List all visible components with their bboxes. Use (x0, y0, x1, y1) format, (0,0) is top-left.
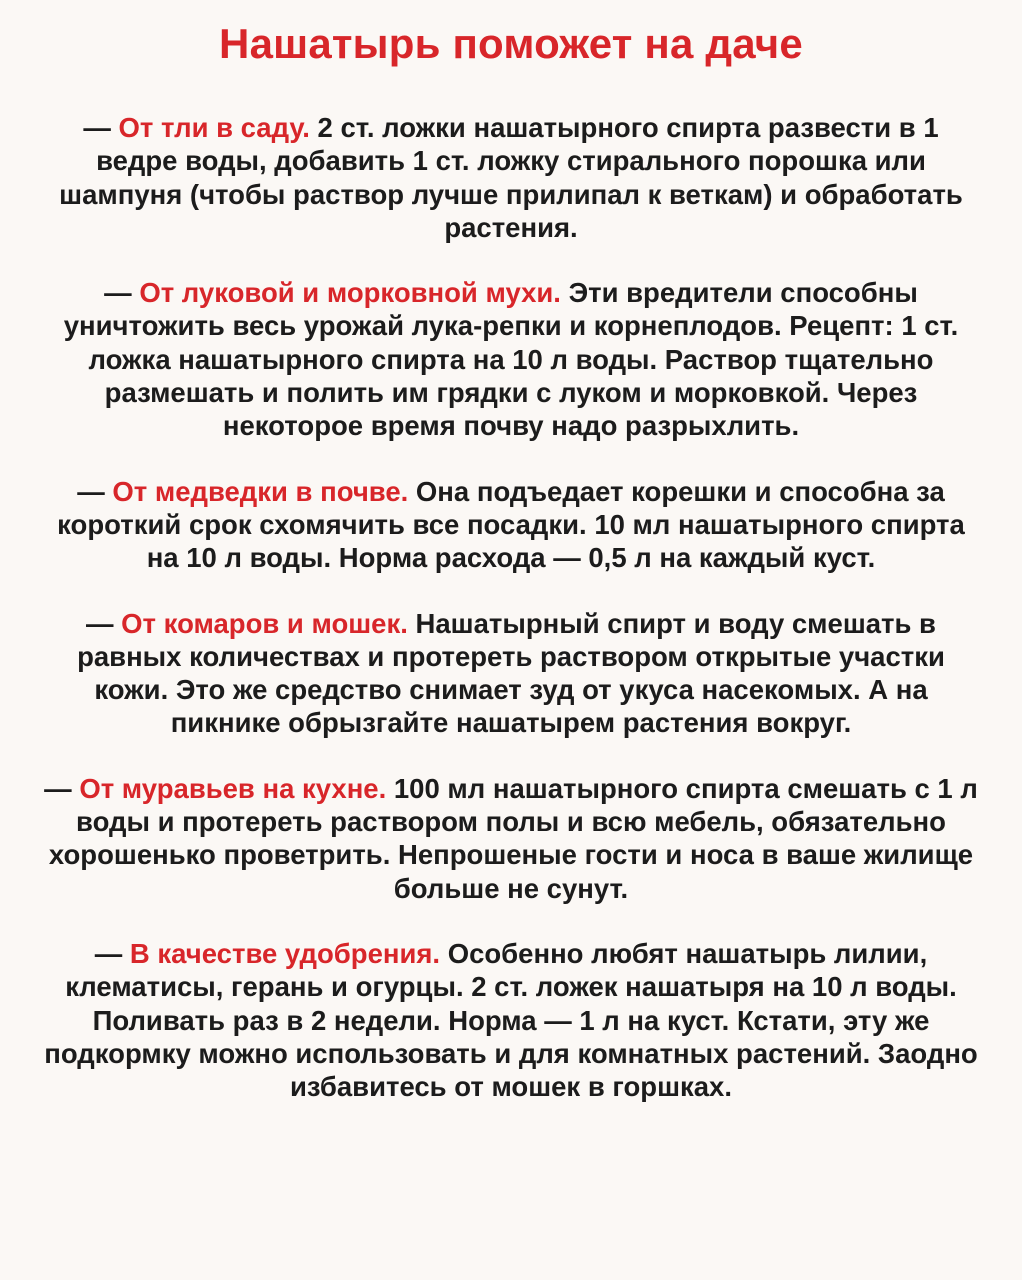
tip-heading: От муравьев на кухне. (79, 772, 387, 804)
tip-text: Особенно любят нашатырь лилии, клематисы, герань и огурцы. 2 ст. ложек нашатыря на 10 л воды. Поливать раз в 2 недели. Норма — 1 л на куст. Кстати, эту же подкормку можно использовать и для комнатных растений. Заодно избавитесь от мошек в горшках. (44, 937, 978, 1103)
tip-text: Нашатырный спирт и воду смешать в равных количествах и протереть раствором открытые участки кожи. Это же средство снимает зуд от укуса насекомых. А на пикнике обрызгайте нашатырем растения вокруг. (77, 607, 945, 739)
tip-heading: От луковой и морковной мухи. (139, 277, 561, 309)
tip-dash: — (94, 937, 123, 969)
tip-dash: — (44, 772, 72, 804)
tip-dash: — (83, 112, 111, 143)
tip-mosquitoes (40, 607, 982, 740)
tip-heading: От комаров и мошек. (121, 607, 408, 639)
tip-aphids (40, 111, 982, 244)
tip-heading: От тли в саду. (118, 112, 310, 143)
tip-dash: — (104, 277, 132, 309)
tip-text: Она подъедает корешки и способна за короткий срок схомячить все посадки. 10 мл нашатырного спирта на 10 л воды. Норма расхода — 0,5 л на каждый куст. (57, 475, 965, 574)
tip-ants (40, 772, 982, 905)
tips-list (40, 111, 982, 1103)
tip-dash: — (86, 607, 114, 639)
tip-text: 2 ст. ложки нашатырного спирта развести в 1 ведре воды, добавить 1 ст. ложку стирального порошка или шампуня (чтобы раствор лучше прилипал к веткам) и обработать растения. (59, 112, 963, 243)
tip-dash: — (77, 475, 105, 507)
tip-fertilizer (40, 937, 982, 1103)
tip-heading: В качестве удобрения. (129, 937, 441, 969)
tip-text: 100 мл нашатырного спирта смешать с 1 л воды и протереть раствором полы и всю мебель, обязательно хорошенько проветрить. Непрошеные гости и носа в ваше жилище больше не сунут. (48, 772, 978, 904)
tip-mole-cricket (40, 475, 982, 575)
tip-heading: От медведки в почве. (112, 475, 409, 507)
tip-text: Эти вредители способны уничтожить весь урожай лука-репки и корнеплодов. Рецепт: 1 ст. ложка нашатырного спирта на 10 л воды. Раствор тщательно размешать и полить им грядки с луком и морковкой. Через некоторое время почву надо разрыхлить. (63, 277, 959, 442)
page-title: Нашатырь поможет на даче (219, 20, 803, 67)
tip-onion-carrot-fly (40, 276, 982, 442)
